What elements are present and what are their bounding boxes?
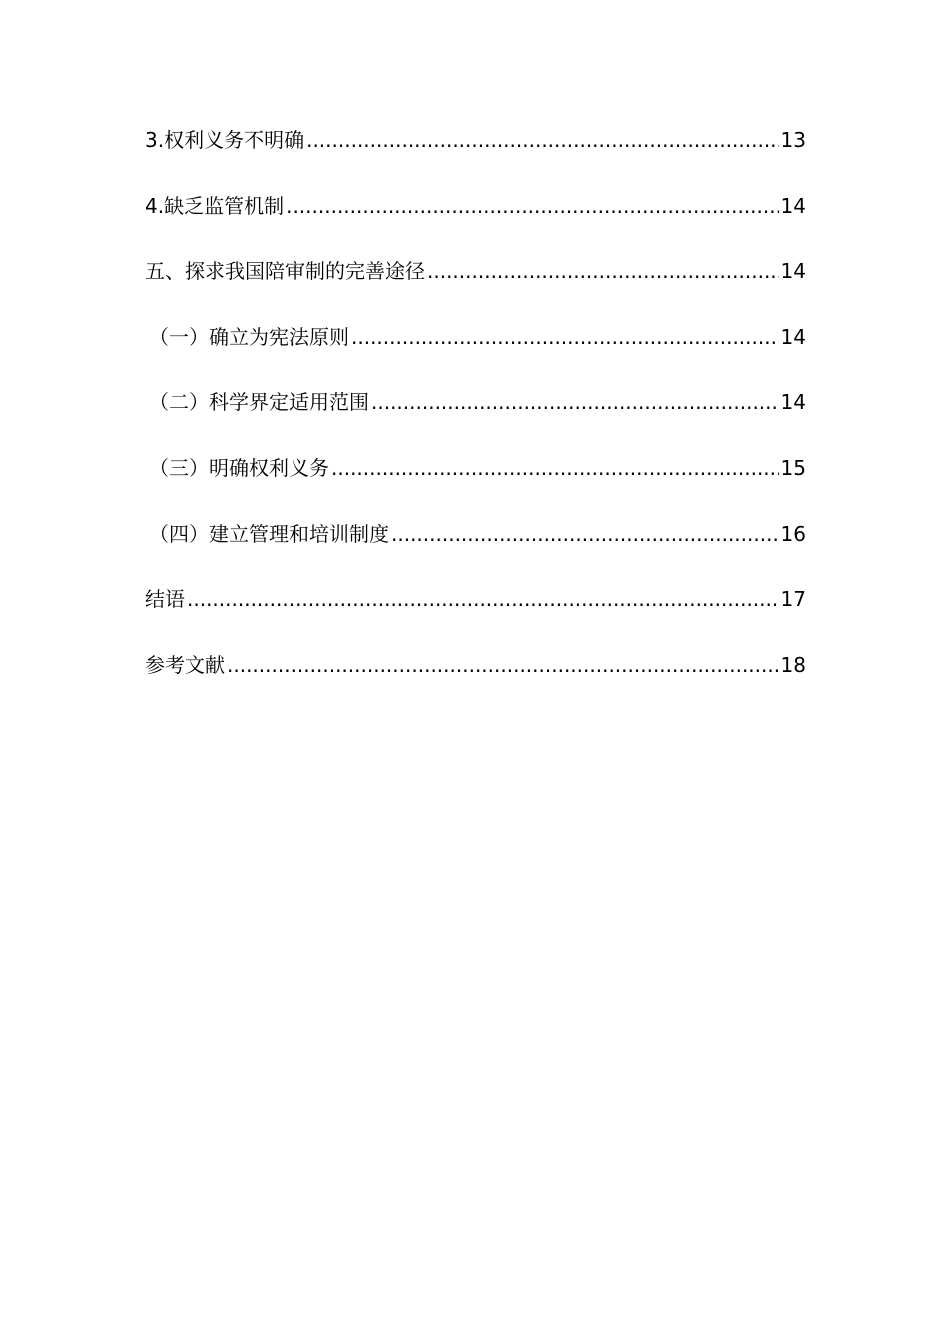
toc-entry-title: 3.权利义务不明确 <box>145 128 305 152</box>
toc-entry[interactable] <box>145 120 806 186</box>
toc-dot-leader <box>187 579 779 619</box>
toc-entry[interactable] <box>145 317 806 383</box>
toc-entry-title: 参考文献 <box>145 652 225 677</box>
toc-page-number: 16 <box>780 521 806 546</box>
toc-entry-title: （三）明确权利义务 <box>149 455 329 480</box>
toc-page-number: 14 <box>780 390 806 415</box>
toc-page-number: 14 <box>780 193 806 218</box>
toc-entry[interactable] <box>145 251 806 317</box>
toc-page-number: 15 <box>780 455 806 480</box>
toc-dot-leader <box>306 120 778 160</box>
toc-dot-leader <box>391 514 779 554</box>
toc-page-number: 14 <box>780 324 806 349</box>
toc-dot-leader <box>331 448 779 488</box>
toc-dot-leader <box>286 186 778 226</box>
toc-entry[interactable] <box>145 514 806 580</box>
toc-entry[interactable] <box>145 448 806 514</box>
toc-entry-title: （二）科学界定适用范围 <box>149 390 369 415</box>
toc-dot-leader <box>351 317 779 357</box>
toc-dot-leader <box>371 382 779 422</box>
toc-page-number: 17 <box>780 587 806 612</box>
toc-entry-title: （一）确立为宪法原则 <box>149 324 349 349</box>
toc-page-number: 18 <box>780 652 806 677</box>
toc-entry[interactable] <box>145 186 806 252</box>
toc-page-number: 13 <box>780 128 806 152</box>
table-of-contents <box>145 120 806 710</box>
toc-entry[interactable] <box>145 579 806 645</box>
toc-entry[interactable] <box>145 382 806 448</box>
toc-entry-title: 4.缺乏监管机制 <box>145 193 285 218</box>
toc-dot-leader <box>427 251 779 291</box>
toc-entry-title: 五、探求我国陪审制的完善途径 <box>145 259 425 284</box>
toc-entry-title: 结语 <box>145 587 185 612</box>
toc-dot-leader <box>227 645 779 685</box>
toc-entry-title: （四）建立管理和培训制度 <box>149 521 389 546</box>
toc-entry[interactable] <box>145 645 806 711</box>
toc-page-number: 14 <box>780 259 806 284</box>
